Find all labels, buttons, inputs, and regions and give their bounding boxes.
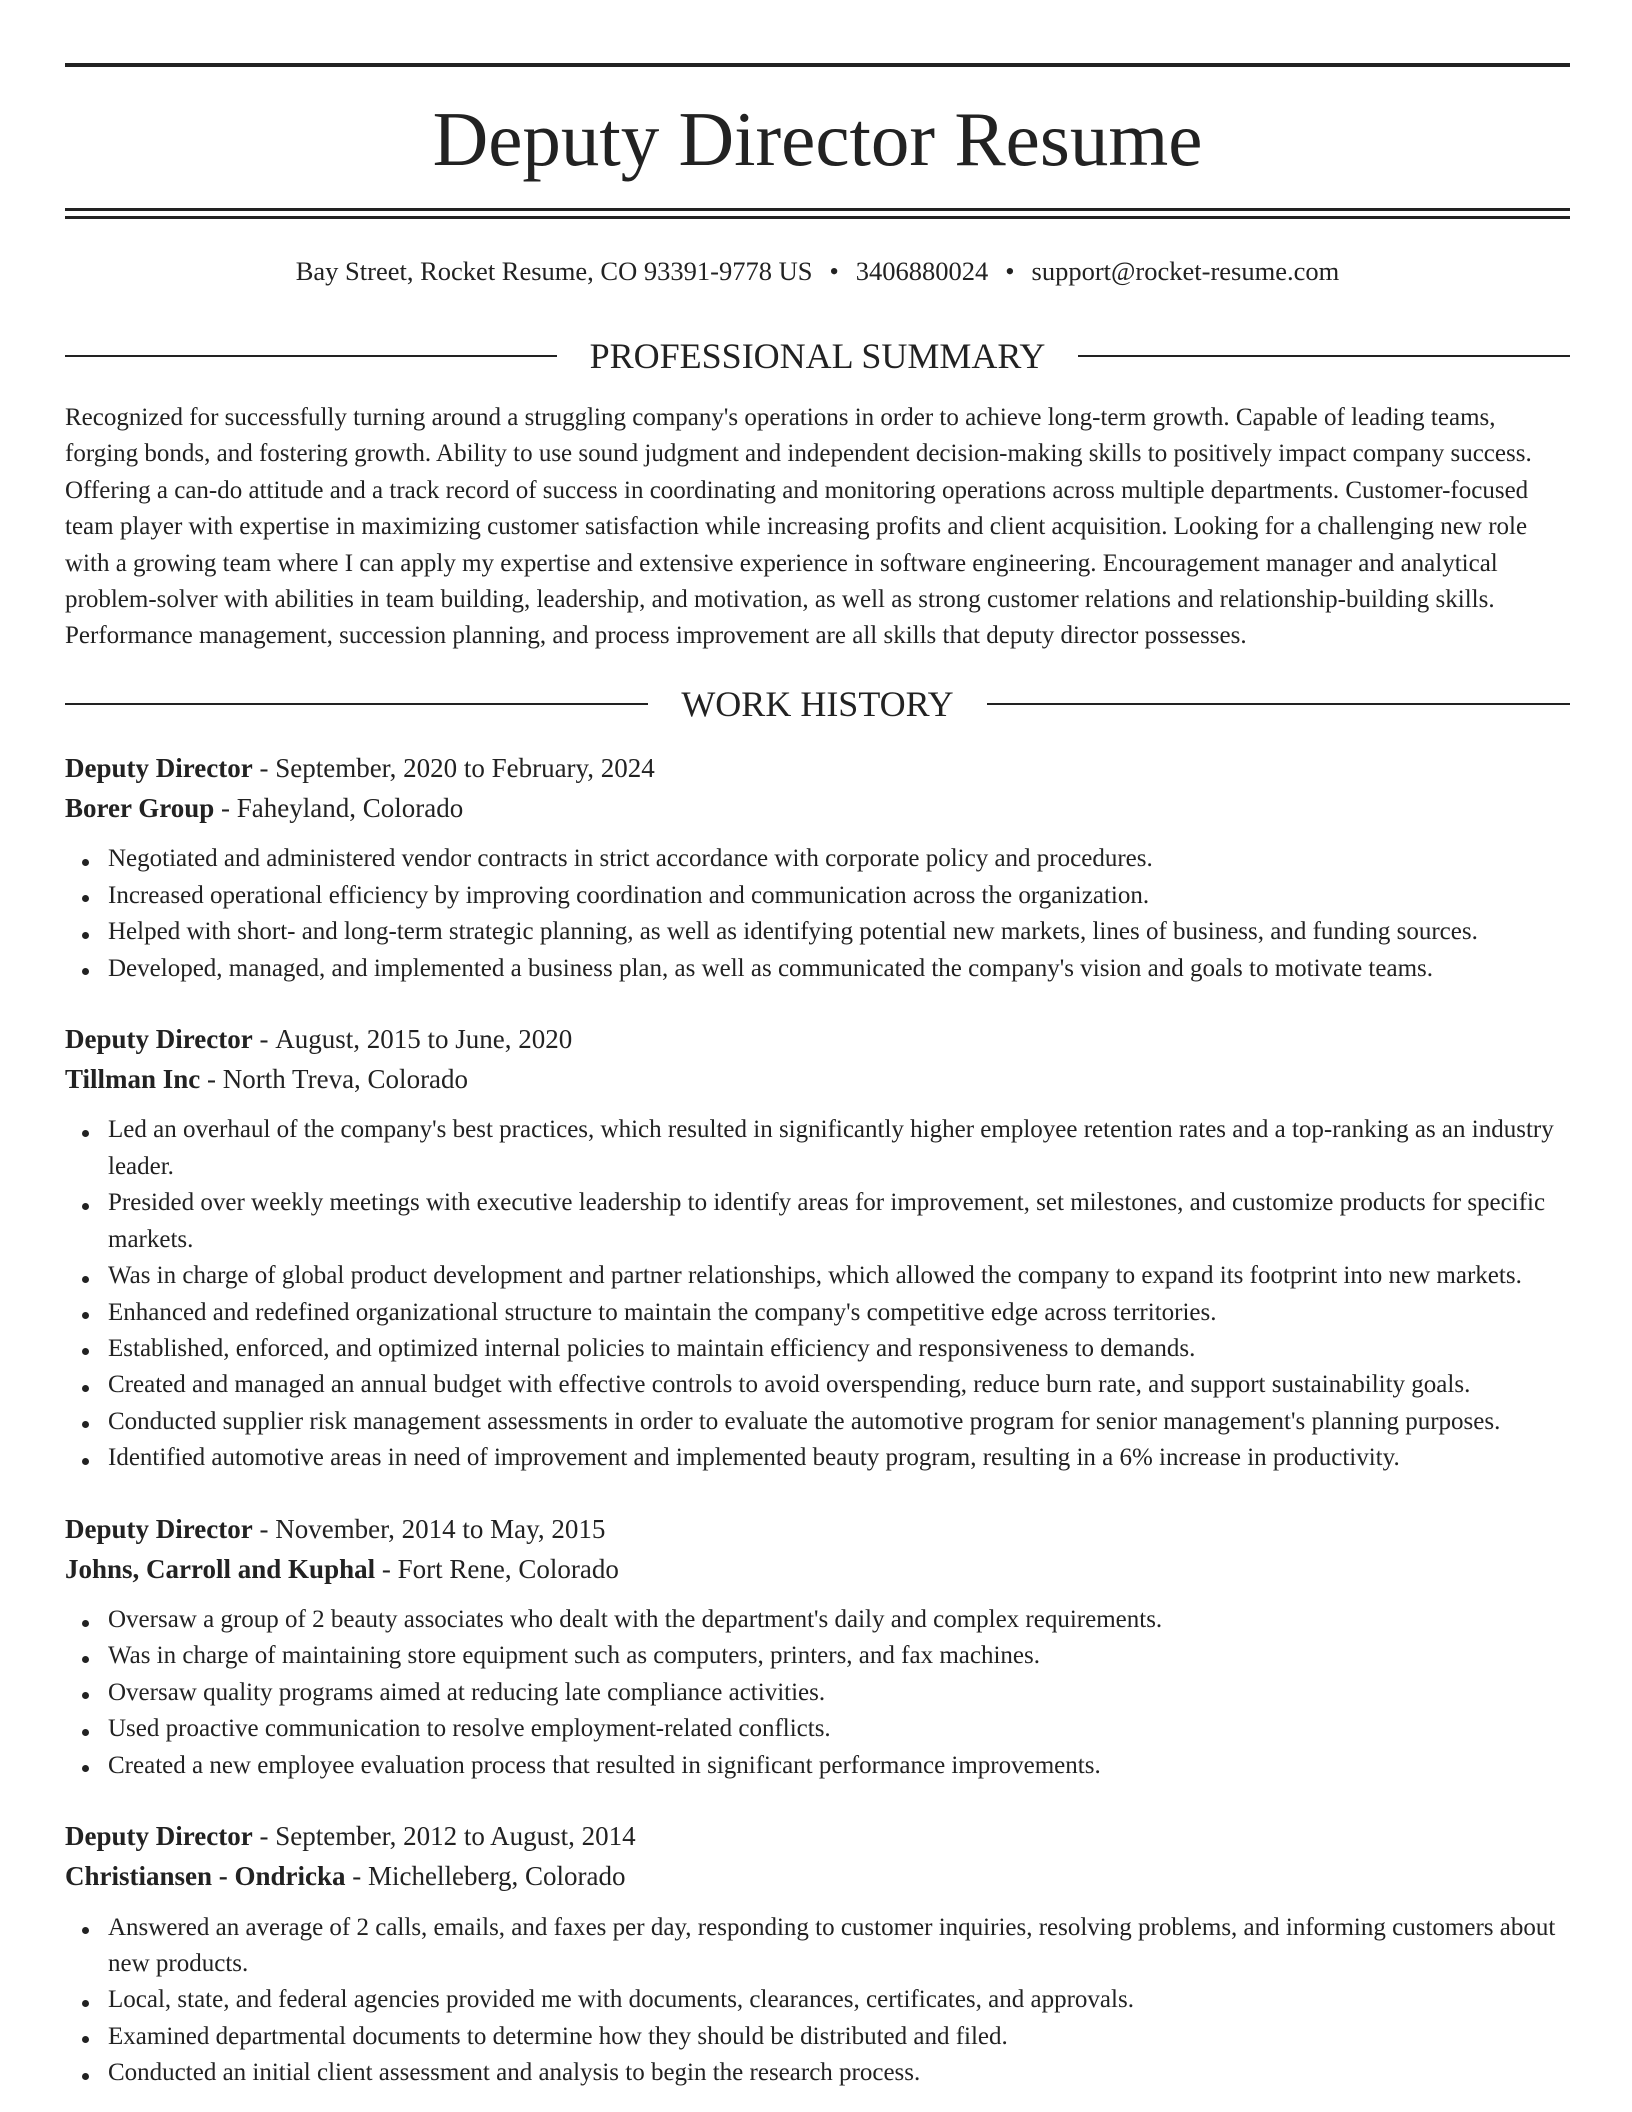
resume-title: Deputy Director Resume	[432, 96, 1203, 182]
job-location: Fort Rene, Colorado	[397, 1553, 619, 1584]
job-duties-list	[65, 1910, 1570, 2092]
professional-summary-text: Recognized for successfully turning around a struggling company's operations in order to achieve long-term growth. Capable of leading teams, forging bonds, and fostering growth. Ability to use sound judgment and independent decision-making skills to positively impact company success. Offering a can-do attitude and a track record of success in coordinating and monitoring operations across multiple departments. Customer-focused team player with expertise in maximizing customer satisfaction while increasing profits and client acquisition. Looking for a challenging new role with a growing team where I can apply my expertise and extensive experience in software engineering. Encouragement manager and analytical problem-solver with abilities in team building, leadership, and motivation, as well as strong customer relations and relationship-building skills. Performance management, succession planning, and process improvement are all skills that deputy director possesses.	[65, 404, 1532, 650]
separator: -	[221, 792, 231, 823]
section-heading-work-history	[65, 682, 1570, 726]
list-item: Used proactive communication to resolve employment-related conflicts.	[108, 1711, 1580, 1747]
job-entry	[65, 748, 1570, 987]
separator: -	[259, 752, 269, 783]
job-duties-list	[65, 841, 1570, 987]
job-dates: September, 2012 to August, 2014	[275, 1821, 636, 1852]
list-item: Identified automotive areas in need of improvement and implemented beauty program, resulting in a 6% increase in productivity.	[108, 1440, 1580, 1476]
list-item: Created and managed an annual budget with effective controls to avoid overspending, reduce burn rate, and support sustainability goals.	[108, 1367, 1580, 1403]
job-title-line	[65, 748, 1570, 788]
job-title-line	[65, 1019, 1570, 1059]
list-item: Established, enforced, and optimized internal policies to maintain efficiency and responsiveness to demands.	[108, 1331, 1580, 1367]
list-item: Created a new employee evaluation process that resulted in significant performance improvements.	[108, 1748, 1580, 1784]
contact-email: support@rocket-resume.com	[1031, 256, 1340, 286]
contact-phone: 3406880024	[855, 256, 989, 286]
list-item: Local, state, and federal agencies provided me with documents, clearances, certificates, and approvals.	[108, 1982, 1580, 2018]
list-item: Presided over weekly meetings with executive leadership to identify areas for improvement, set milestones, and customize products for specific markets.	[108, 1185, 1580, 1258]
list-item: Increased operational efficiency by improving coordination and communication across the organization.	[108, 878, 1580, 914]
job-dates: September, 2020 to February, 2024	[275, 752, 655, 783]
job-duties-list	[65, 1112, 1570, 1476]
contact-separator: •	[1005, 256, 1015, 286]
contact-line	[65, 253, 1570, 289]
company-name: Christiansen - Ondricka	[65, 1861, 346, 1892]
list-item: Examined departmental documents to determine how they should be distributed and filed.	[108, 2019, 1580, 2055]
job-location: North Treva, Colorado	[222, 1063, 469, 1094]
job-entry	[65, 1019, 1570, 1477]
job-company-line	[65, 1856, 1570, 1896]
list-item: Led an overhaul of the company's best practices, which resulted in significantly higher employee retention rates and a top-ranking as an industry leader.	[108, 1112, 1580, 1185]
heading-divider-right	[987, 703, 1570, 705]
job-title-line	[65, 1816, 1570, 1856]
list-item: Was in charge of maintaining store equipment such as computers, printers, and fax machines.	[108, 1638, 1580, 1674]
job-title: Deputy Director	[65, 1023, 253, 1054]
job-dates: November, 2014 to May, 2015	[275, 1513, 606, 1544]
company-name: Johns, Carroll and Kuphal	[65, 1553, 376, 1584]
separator: -	[259, 1513, 269, 1544]
job-entry	[65, 1816, 1570, 2092]
job-title-line	[65, 1509, 1570, 1549]
job-company-line	[65, 1549, 1570, 1589]
list-item: Enhanced and redefined organizational structure to maintain the company's competitive edge across territories.	[108, 1295, 1580, 1331]
job-location: Faheyland, Colorado	[236, 792, 464, 823]
list-item: Oversaw quality programs aimed at reducing late compliance activities.	[108, 1675, 1580, 1711]
contact-address: Bay Street, Rocket Resume, CO 93391-9778 US	[295, 256, 813, 286]
list-item: Negotiated and administered vendor contracts in strict accordance with corporate policy and procedures.	[108, 841, 1580, 877]
title-double-divider	[65, 208, 1570, 219]
separator: -	[259, 1821, 269, 1852]
section-heading-summary	[65, 334, 1570, 378]
list-item: Oversaw a group of 2 beauty associates who dealt with the department's daily and complex requirements.	[108, 1602, 1580, 1638]
job-title: Deputy Director	[65, 1821, 253, 1852]
job-company-line	[65, 1059, 1570, 1099]
section-title: WORK HISTORY	[681, 683, 954, 724]
list-item: Conducted an initial client assessment and analysis to begin the research process.	[108, 2055, 1580, 2091]
job-dates: August, 2015 to June, 2020	[275, 1023, 573, 1054]
section-title: PROFESSIONAL SUMMARY	[589, 336, 1046, 376]
list-item: Developed, managed, and implemented a business plan, as well as communicated the company's vision and goals to motivate teams.	[108, 951, 1580, 987]
job-title: Deputy Director	[65, 1513, 253, 1544]
heading-divider-left	[65, 355, 557, 357]
job-title: Deputy Director	[65, 752, 253, 783]
contact-separator: •	[829, 256, 839, 286]
company-name: Tillman Inc	[65, 1063, 201, 1094]
separator: -	[352, 1861, 362, 1892]
top-divider	[65, 63, 1570, 67]
company-name: Borer Group	[65, 792, 215, 823]
list-item: Answered an average of 2 calls, emails, and faxes per day, responding to customer inquiries, resolving problems, and informing customers about new products.	[108, 1910, 1580, 1983]
job-location: Michelleberg, Colorado	[368, 1861, 626, 1892]
job-duties-list	[65, 1602, 1570, 1784]
heading-divider-right	[1078, 355, 1570, 357]
list-item: Conducted supplier risk management assessments in order to evaluate the automotive program for senior management's planning purposes.	[108, 1404, 1580, 1440]
list-item: Helped with short- and long-term strategic planning, as well as identifying potential new markets, lines of business, and funding sources.	[108, 914, 1580, 950]
separator: -	[259, 1023, 269, 1054]
separator: -	[207, 1063, 217, 1094]
heading-divider-left	[65, 703, 648, 705]
job-entry	[65, 1509, 1570, 1785]
separator: -	[381, 1553, 391, 1584]
list-item: Was in charge of global product development and partner relationships, which allowed the company to expand its footprint into new markets.	[108, 1258, 1580, 1294]
job-company-line	[65, 788, 1570, 828]
